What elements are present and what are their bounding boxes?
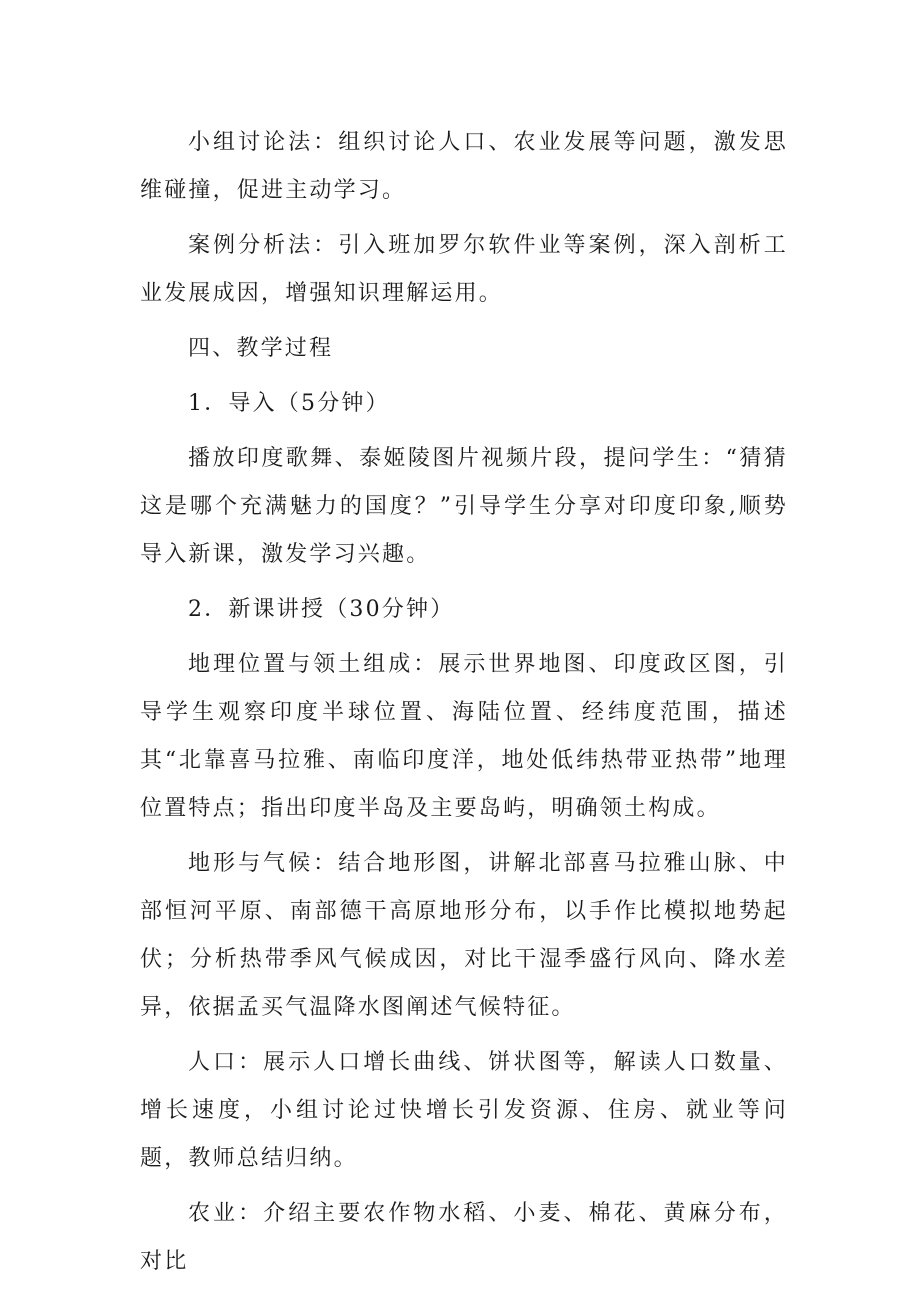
subheading-new-lesson: 2．新课讲授（30分钟）: [188, 597, 455, 622]
paragraph-location-territory: 地理位置与领土组成：展示世界地图、印度政区图，引导学生观察印度半球位置、海陆位置、经纬度范围，描述其“北靠喜马拉雅、南临印度洋，地处低纬热带亚热带”地理位置特点；指出印度半岛及主要岛屿，明确领土构成。: [140, 652, 788, 821]
subheading-introduction: 1．导入（5分钟）: [188, 391, 390, 416]
paragraph-introduction: 播放印度歌舞、泰姬陵图片视频片段，提问学生：“猜猜这是哪个充满魅力的国度？”引导学生分享对印度印象,顺势导入新课，激发学习兴趣。: [140, 446, 788, 567]
document-body: [140, 119, 788, 1293]
paragraph-group-discussion-method: 小组讨论法：组织讨论人口、农业发展等问题，激发思维碰撞，促进主动学习。: [140, 130, 788, 203]
paragraph-case-analysis-method: 案例分析法：引入班加罗尔软件业等案例，深入剖析工业发展成因，增强知识理解运用。: [140, 233, 788, 306]
section-heading-teaching-process: 四、教学过程: [188, 336, 334, 361]
paragraph-terrain-climate: 地形与气候：结合地形图，讲解北部喜马拉雅山脉、中部恒河平原、南部德干高原地形分布，以手作比模拟地势起伏；分析热带季风气候成因，对比干湿季盛行风向、降水差异，依据孟买气温降水图阐述气候特征。: [140, 851, 788, 1020]
paragraph-agriculture: 农业：介绍主要农作物水稻、小麦、棉花、黄麻分布，对比: [140, 1201, 788, 1274]
paragraph-population: 人口：展示人口增长曲线、饼状图等，解读人口数量、增长速度，小组讨论过快增长引发资源、住房、就业等问题，教师总结归纳。: [140, 1050, 788, 1171]
